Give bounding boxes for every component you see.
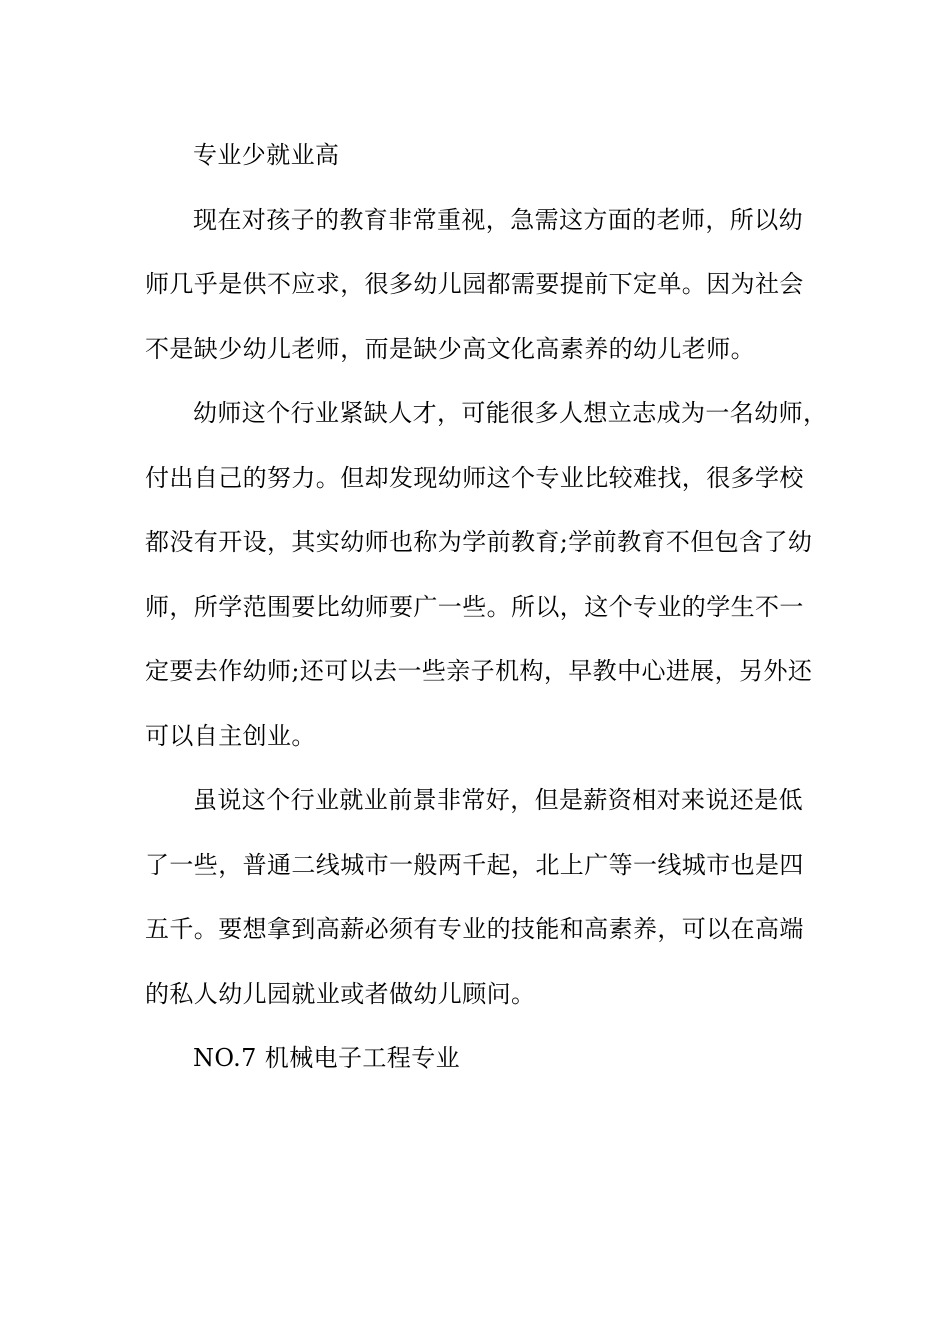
document-body <box>145 123 828 1091</box>
paragraph-line: 了一些，普通二线城市一般两千起，北上广等一线城市也是四 <box>145 850 804 879</box>
paragraph-line: 可以自主创业。 <box>145 721 316 750</box>
paragraph-line: 五千。要想拿到高薪必须有专业的技能和高素养，可以在高端 <box>145 915 804 943</box>
paragraph-line: 虽说这个行业就业前景非常好，但是薪资相对来说还是低 <box>193 786 803 814</box>
section-heading-major-demand: 专业少就业高 <box>193 141 340 169</box>
paragraph-line: 不是缺少幼儿老师，而是缺少高文化高素养的幼儿老师。 <box>145 334 755 363</box>
paragraph-line: 都没有开设，其实幼师也称为学前教育;学前教育不但包含了幼 <box>145 528 813 556</box>
paragraph-line: 师几乎是供不应求，很多幼儿园都需要提前下定单。因为社会 <box>145 270 804 298</box>
paragraph-line: 付出自己的努力。但却发现幼师这个专业比较难找，很多学校 <box>145 463 804 492</box>
paragraph-1 <box>145 188 815 382</box>
paragraph-line: 的私人幼儿园就业或者做幼儿顾问。 <box>145 979 536 1008</box>
paragraph-2 <box>145 381 828 768</box>
paragraph-line: 定要去作幼师;还可以去一些亲子机构，早教中心进展，另外还 <box>145 657 813 685</box>
paragraph-3 <box>145 768 815 1026</box>
paragraph-line: 现在对孩子的教育非常重视，急需这方面的老师，所以幼 <box>193 205 803 234</box>
paragraph-line: 幼师这个行业紧缺人才，可能很多人想立志成为一名幼师， <box>193 399 828 427</box>
paragraph-line: 师，所学范围要比幼师要广一些。所以，这个专业的学生不一 <box>145 592 804 621</box>
section-heading-no7: NO.7 机械电子工程专业 <box>193 1044 460 1072</box>
